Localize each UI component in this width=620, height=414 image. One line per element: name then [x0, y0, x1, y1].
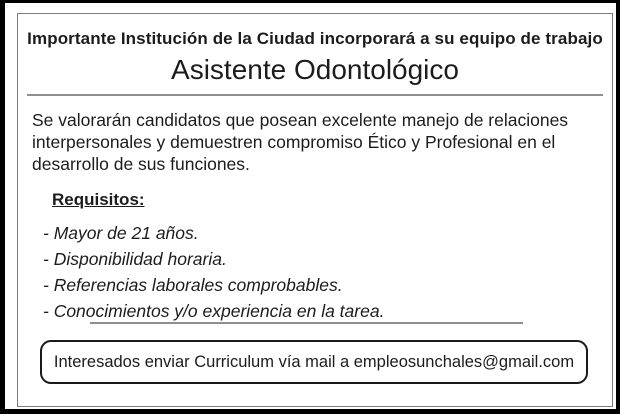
description-line: interpersonales y demuestren compromiso Ético y Profesional en el — [32, 132, 556, 152]
top-divider — [27, 94, 603, 96]
description-line: Se valorarán candidatos que posean excelente manejo de relaciones — [32, 110, 569, 130]
requirement-item: - Conocimientos y/o experiencia en la tarea. — [43, 301, 385, 321]
flyer-card — [5, 3, 616, 409]
requirements-heading: Requisitos: — [52, 190, 145, 209]
requirement-item: - Referencias laborales comprobables. — [43, 275, 343, 295]
requirement-item: - Mayor de 21 años. — [43, 223, 199, 243]
job-title: Asistente Odontológico — [171, 54, 459, 85]
contact-box — [40, 340, 588, 384]
bottom-divider — [90, 322, 523, 324]
intro-line: Importante Institución de la Ciudad incorporará a su equipo de trabajo — [27, 29, 603, 48]
requirement-item: - Disponibilidad horaria. — [43, 249, 227, 269]
requirements-list — [43, 220, 583, 324]
description-paragraph — [32, 109, 607, 175]
description-line: desarrollo de sus funciones. — [32, 154, 250, 174]
contact-text: Interesados enviar Curriculum vía mail a empleosunchales@gmail.com — [53, 352, 575, 371]
